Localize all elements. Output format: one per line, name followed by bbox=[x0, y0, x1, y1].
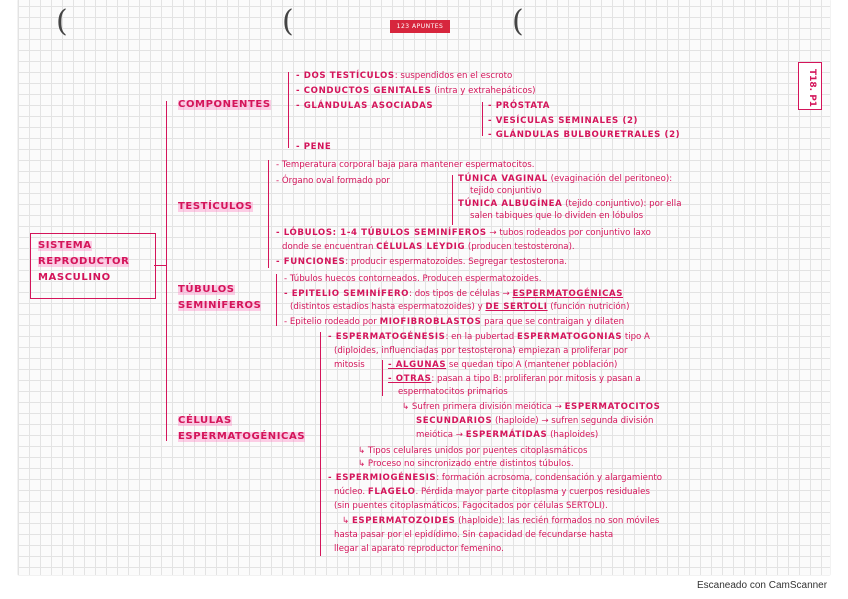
component-item: - PENE bbox=[296, 142, 332, 152]
tunica-line: TÚNICA ALBUGÍNEA (tejido conjuntivo): por ella bbox=[458, 199, 682, 209]
bracket bbox=[288, 72, 289, 148]
tunica-line: TÚNICA VAGINAL (evaginación del peritoneo): bbox=[458, 174, 673, 184]
celula-line: ↳ Proceso no sincronizado entre distintos túbulos. bbox=[358, 459, 574, 469]
component-item: - DOS TESTÍCULOS: suspendidos en el escroto bbox=[296, 71, 513, 81]
bracket bbox=[452, 175, 453, 225]
section-label-tubulos: TÚBULOS bbox=[178, 284, 235, 295]
gland-item: - VESÍCULAS SEMINALES (2) bbox=[488, 116, 639, 126]
tubulo-line: - EPITELIO SEMINÍFERO: dos tipos de células → ESPERMATOGÉNICAS bbox=[284, 289, 624, 299]
bracket bbox=[268, 160, 269, 268]
section-label-componentes: COMPONENTES bbox=[178, 99, 271, 110]
celula-line: (diploides, influenciadas por testosterona) empiezan a proliferar por bbox=[334, 346, 628, 356]
tunica-line: salen tabiques que lo dividen en lóbulos bbox=[470, 211, 644, 221]
celula-line: (sin puentes citoplasmáticos. Fagocitados por células SERTOLI). bbox=[334, 501, 608, 511]
main-bracket bbox=[166, 101, 167, 441]
main-title-line: MASCULINO bbox=[38, 272, 111, 283]
celula-line: - ESPERMIOGÉNESIS: formación acrosoma, condensación y alargamiento bbox=[328, 473, 663, 483]
funciones-line: - FUNCIONES: producir espermatozoides. Segregar testosterona. bbox=[276, 257, 567, 267]
celula-line: - ESPERMATOGÉNESIS: en la pubertad ESPERMATOGONIAS tipo A bbox=[328, 332, 650, 342]
binder-ring-icon: ( bbox=[56, 4, 68, 39]
celula-line: llegar al aparato reproductor femenino. bbox=[334, 544, 504, 554]
binder-ring-icon: ( bbox=[512, 4, 524, 39]
gland-item: - GLÁNDULAS BULBOURETRALES (2) bbox=[488, 130, 681, 140]
component-item: - CONDUCTOS GENITALES (intra y extrahepáticos) bbox=[296, 86, 536, 96]
tubulo-line: - Túbulos huecos contorneados. Producen espermatozoides. bbox=[284, 274, 542, 284]
lobulos-line: donde se encuentran CÉLULAS LEYDIG (producen testosterona). bbox=[282, 242, 575, 252]
binder-ring-icon: ( bbox=[282, 4, 294, 39]
celula-line: núcleo. FLAGELO. Pérdida mayor parte citoplasma y cuerpos residuales bbox=[334, 487, 650, 497]
scanner-watermark: Escaneado con CamScanner bbox=[697, 580, 828, 591]
testiculo-line: - Temperatura corporal baja para mantener espermatocitos. bbox=[276, 160, 535, 170]
side-tab: T18. P1 bbox=[798, 62, 822, 110]
section-label-testiculos: TESTÍCULOS bbox=[178, 201, 253, 212]
celula-line: ↳ ESPERMATOZOIDES (haploide): las recién formados no son móviles bbox=[342, 516, 660, 526]
section-label-celulas: CÉLULAS bbox=[178, 415, 232, 426]
celula-line: SECUNDARIOS (haploide) → sufren segunda división bbox=[416, 416, 654, 426]
bracket-tick bbox=[154, 265, 166, 266]
notebook-page bbox=[18, 0, 830, 575]
tubulo-line: (distintos estadios hasta espermatozoides) y DE SERTOLI (función nutrición) bbox=[290, 302, 630, 312]
bracket bbox=[482, 102, 483, 136]
bracket bbox=[276, 274, 277, 326]
component-item: - GLÁNDULAS ASOCIADAS bbox=[296, 101, 434, 111]
section-label-celulas: ESPERMATOGÉNICAS bbox=[178, 431, 306, 442]
brand-logo: 123 APUNTES bbox=[390, 20, 450, 33]
celula-line: hasta pasar por el epidídimo. Sin capacidad de fecundarse hasta bbox=[334, 530, 614, 540]
bracket bbox=[382, 360, 383, 396]
celula-line: meiótica → ESPERMÁTIDAS (haploides) bbox=[416, 430, 599, 440]
tubulo-line: - Epitelio rodeado por MIOFIBROBLASTOS para que se contraigan y dilaten bbox=[284, 317, 625, 327]
celula-line: mitosis bbox=[334, 360, 365, 370]
celula-line: - OTRAS: pasan a tipo B: proliferan por mitosis y pasan a bbox=[388, 374, 641, 384]
bracket bbox=[320, 332, 321, 556]
celula-line: - ALGUNAS se quedan tipo A (mantener población) bbox=[388, 360, 618, 370]
celula-line: ↳ Tipos celulares unidos por puentes citoplasmáticos bbox=[358, 446, 588, 456]
celula-line: espermatocitos primarios bbox=[398, 387, 508, 397]
lobulos-line: - LÓBULOS: 1-4 TÚBULOS SEMINÍFEROS → tubos rodeados por conjuntivo laxo bbox=[276, 228, 651, 238]
testiculo-line: - Órgano oval formado por bbox=[276, 176, 390, 186]
section-label-tubulos: SEMINÍFEROS bbox=[178, 300, 262, 311]
tunica-line: tejido conjuntivo bbox=[470, 186, 542, 196]
celula-line: ↳ Sufren primera división meiótica → ESPERMATOCITOS bbox=[402, 402, 661, 412]
main-title-line: REPRODUCTOR bbox=[38, 256, 130, 267]
main-title-line: SISTEMA bbox=[38, 240, 92, 251]
gland-item: - PRÓSTATA bbox=[488, 101, 550, 111]
